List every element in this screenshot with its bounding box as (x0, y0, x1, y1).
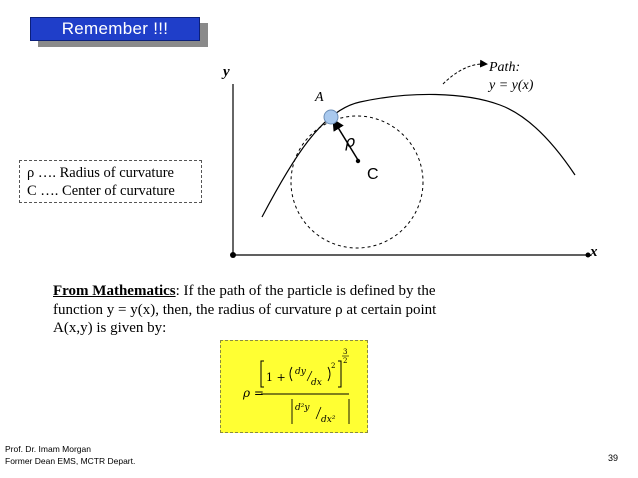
y-axis-label: y (223, 64, 230, 80)
definition-center: C …. Center of curvature (27, 183, 175, 199)
formula-exp-num: 3 (343, 348, 348, 356)
formula-lhs: ρ = (243, 386, 264, 400)
remember-label: Remember !!! (61, 19, 169, 38)
formula-one-plus: 1 + (266, 371, 286, 384)
center-point (356, 159, 360, 163)
path-curve (262, 94, 575, 217)
footer-author: Prof. Dr. Imam Morgan (5, 444, 91, 454)
formula-dy: dy (295, 367, 306, 377)
point-A-label: A (315, 90, 324, 105)
formula-square: 2 (331, 362, 336, 370)
radius-label: ρ (345, 132, 356, 151)
formula-dx: dx (311, 378, 322, 388)
formula-d2y: d²y (295, 403, 310, 413)
definition-radius: ρ …. Radius of curvature (27, 165, 174, 181)
center-label: C (367, 166, 379, 183)
page-number: 39 (608, 453, 619, 463)
x-axis-label: x (590, 244, 598, 260)
path-label-title: Path: (489, 60, 521, 75)
footer-affiliation: Former Dean EMS, MCTR Depart. (5, 456, 136, 466)
path-label (489, 59, 533, 95)
path-pointer-arrow (443, 64, 486, 84)
path-label-equation: y = y(x) (489, 78, 534, 93)
footer (5, 443, 135, 467)
formula-dx2: dx² (321, 415, 336, 425)
math-paragraph (53, 282, 463, 338)
radius-of-curvature-formula (221, 341, 369, 434)
paragraph-lead: From Mathematics (53, 283, 176, 299)
curvature-circle (291, 116, 423, 248)
point-A (324, 110, 338, 124)
origin-point (230, 252, 236, 258)
formula-box (220, 340, 368, 433)
paragraph-body: : If the path of the particle is defined by the function y = y(x), then, the radius of curvature ρ at certain point A(x,y) is given by: (53, 283, 437, 336)
formula-exp-den: 2 (343, 357, 348, 365)
